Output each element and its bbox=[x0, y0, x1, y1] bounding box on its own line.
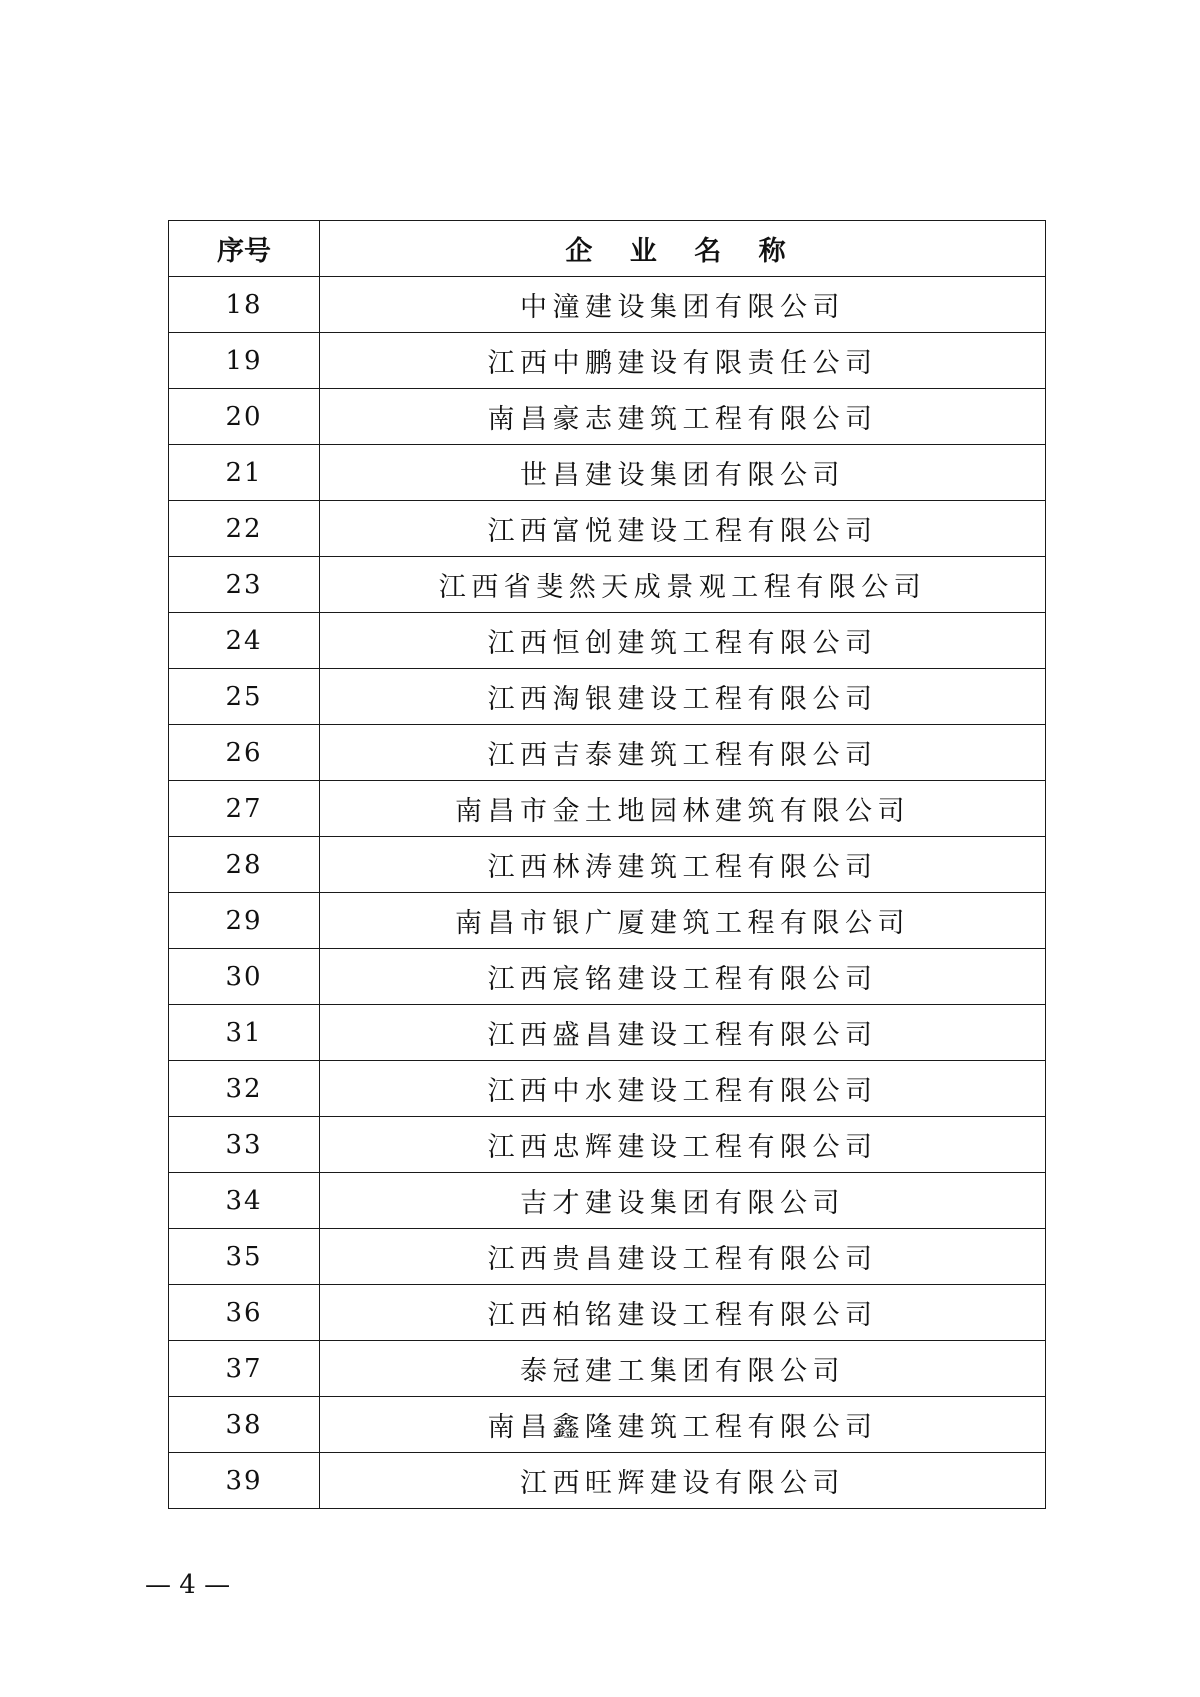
table-row bbox=[169, 1061, 1046, 1117]
table-row bbox=[169, 893, 1046, 949]
row-company-name: 江西旺辉建设有限公司 bbox=[320, 1453, 1046, 1509]
table-row bbox=[169, 949, 1046, 1005]
company-list-table bbox=[168, 220, 1046, 1509]
row-serial-number: 20 bbox=[169, 389, 320, 445]
table-row bbox=[169, 1117, 1046, 1173]
table-row bbox=[169, 1453, 1046, 1509]
row-company-name: 江西忠辉建设工程有限公司 bbox=[320, 1117, 1046, 1173]
row-company-name: 江西淘银建设工程有限公司 bbox=[320, 669, 1046, 725]
table-row bbox=[169, 389, 1046, 445]
row-company-name: 南昌市银广厦建筑工程有限公司 bbox=[320, 893, 1046, 949]
header-serial-number: 序号 bbox=[169, 221, 320, 277]
table-row bbox=[169, 1397, 1046, 1453]
row-serial-number: 18 bbox=[169, 277, 320, 333]
table-row bbox=[169, 725, 1046, 781]
row-serial-number: 36 bbox=[169, 1285, 320, 1341]
table-row bbox=[169, 837, 1046, 893]
row-company-name: 江西中水建设工程有限公司 bbox=[320, 1061, 1046, 1117]
row-serial-number: 21 bbox=[169, 445, 320, 501]
table-body bbox=[169, 277, 1046, 1509]
row-company-name: 江西柏铭建设工程有限公司 bbox=[320, 1285, 1046, 1341]
row-company-name: 泰冠建工集团有限公司 bbox=[320, 1341, 1046, 1397]
row-serial-number: 28 bbox=[169, 837, 320, 893]
row-serial-number: 25 bbox=[169, 669, 320, 725]
row-company-name: 中潼建设集团有限公司 bbox=[320, 277, 1046, 333]
row-serial-number: 29 bbox=[169, 893, 320, 949]
row-serial-number: 32 bbox=[169, 1061, 320, 1117]
row-serial-number: 35 bbox=[169, 1229, 320, 1285]
table-row bbox=[169, 1005, 1046, 1061]
table-row bbox=[169, 333, 1046, 389]
table-row bbox=[169, 1229, 1046, 1285]
row-serial-number: 39 bbox=[169, 1453, 320, 1509]
table-row bbox=[169, 781, 1046, 837]
table-row bbox=[169, 1285, 1046, 1341]
table-row bbox=[169, 445, 1046, 501]
row-company-name: 江西省斐然天成景观工程有限公司 bbox=[320, 557, 1046, 613]
row-company-name: 南昌市金土地园林建筑有限公司 bbox=[320, 781, 1046, 837]
row-company-name: 江西中鹏建设有限责任公司 bbox=[320, 333, 1046, 389]
row-company-name: 江西盛昌建设工程有限公司 bbox=[320, 1005, 1046, 1061]
row-company-name: 南昌鑫隆建筑工程有限公司 bbox=[320, 1397, 1046, 1453]
row-company-name: 江西贵昌建设工程有限公司 bbox=[320, 1229, 1046, 1285]
row-company-name: 南昌豪志建筑工程有限公司 bbox=[320, 389, 1046, 445]
row-serial-number: 38 bbox=[169, 1397, 320, 1453]
table-row bbox=[169, 557, 1046, 613]
row-serial-number: 30 bbox=[169, 949, 320, 1005]
row-company-name: 世昌建设集团有限公司 bbox=[320, 445, 1046, 501]
row-company-name: 江西恒创建筑工程有限公司 bbox=[320, 613, 1046, 669]
row-serial-number: 26 bbox=[169, 725, 320, 781]
row-serial-number: 33 bbox=[169, 1117, 320, 1173]
row-company-name: 江西吉泰建筑工程有限公司 bbox=[320, 725, 1046, 781]
page-number: — 4 — bbox=[145, 1570, 231, 1600]
row-serial-number: 31 bbox=[169, 1005, 320, 1061]
row-company-name: 江西宸铭建设工程有限公司 bbox=[320, 949, 1046, 1005]
table-header-row bbox=[169, 221, 1046, 277]
row-serial-number: 34 bbox=[169, 1173, 320, 1229]
row-company-name: 江西富悦建设工程有限公司 bbox=[320, 501, 1046, 557]
row-serial-number: 23 bbox=[169, 557, 320, 613]
table-row bbox=[169, 669, 1046, 725]
table-row bbox=[169, 277, 1046, 333]
header-company-name: 企 业 名 称 bbox=[320, 221, 1046, 277]
row-serial-number: 22 bbox=[169, 501, 320, 557]
table-row bbox=[169, 501, 1046, 557]
row-serial-number: 27 bbox=[169, 781, 320, 837]
table-row bbox=[169, 1341, 1046, 1397]
row-company-name: 江西林涛建筑工程有限公司 bbox=[320, 837, 1046, 893]
table-row bbox=[169, 613, 1046, 669]
table-row bbox=[169, 1173, 1046, 1229]
row-serial-number: 37 bbox=[169, 1341, 320, 1397]
row-serial-number: 24 bbox=[169, 613, 320, 669]
row-serial-number: 19 bbox=[169, 333, 320, 389]
row-company-name: 吉才建设集团有限公司 bbox=[320, 1173, 1046, 1229]
